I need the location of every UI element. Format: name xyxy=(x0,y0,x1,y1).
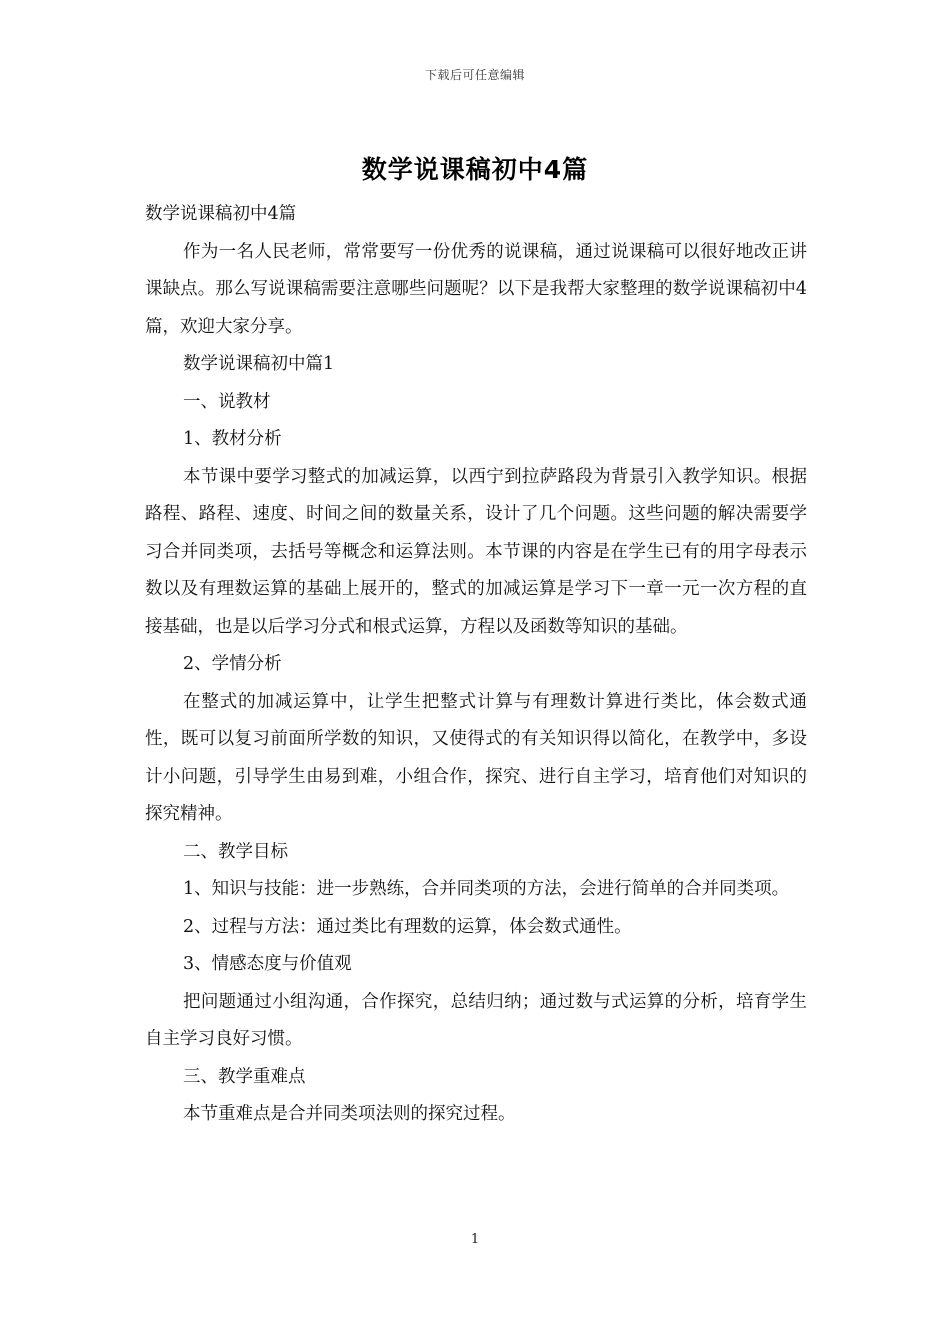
student-analysis-paragraph: 在整式的加减运算中，让学生把整式计算与有理数计算进行类比，体会数式通性，既可以复习前面所学数的知识，又使得式的有关知识得以简化，在教学中，多设计小问题，引导学生由易到难，小组合作，探究、进行自主学习，培育他们对知识的探究精神。 xyxy=(145,691,807,824)
subheading-textbook-analysis: 1、教材分析 xyxy=(183,429,282,449)
document-title: 数学说课稿初中4篇 xyxy=(361,155,589,184)
goal-process-method: 2、过程与方法：通过类比有理数的运算，体会数式通性。 xyxy=(183,916,632,937)
intro-paragraph: 作为一名人民老师，常常要写一份优秀的说课稿，通过说课稿可以很好地改正讲课缺点。那么写说课稿需要注意哪些问题呢？以下是我帮大家整理的数学说课稿初中4篇，欢迎大家分享。 xyxy=(145,241,807,337)
section-heading-textbook: 一、说教材 xyxy=(183,391,271,412)
section-heading-key-points: 三、教学重难点 xyxy=(183,1066,306,1087)
goal-knowledge-skills: 1、知识与技能：进一步熟练，合并同类项的方法，会进行简单的合并同类项。 xyxy=(183,879,790,899)
key-points-paragraph: 本节重难点是合并同类项法则的探究过程。 xyxy=(183,1104,516,1124)
header-note: 下载后可任意编辑 xyxy=(424,68,525,82)
subtitle-line: 数学说课稿初中4篇 xyxy=(145,204,297,224)
goal-attitude-heading: 3、情感态度与价值观 xyxy=(183,954,352,974)
section-heading-part1: 数学说课稿初中篇1 xyxy=(183,354,335,374)
section-heading-goals: 二、教学目标 xyxy=(183,841,288,862)
page-number: 1 xyxy=(470,1232,480,1247)
textbook-analysis-paragraph: 本节课中要学习整式的加减运算，以西宁到拉萨路段为背景引入教学知识。根据路程、路程、速度、时间之间的数量关系，设计了几个问题。这些问题的解决需要学习合并同类项，去括号等概念和运算法则。本节课的内容是在学生已有的用字母表示数以及有理数运算的基础上展开的，整式的加减运算是学习下一章一元一次方程的直接基础，也是以后学习分式和根式运算，方程以及函数等知识的基础。 xyxy=(145,466,807,637)
document-body xyxy=(145,196,807,1134)
subheading-student-analysis: 2、学情分析 xyxy=(183,654,282,674)
goal-attitude-paragraph: 把问题通过小组沟通，合作探究，总结归纳；通过数与式运算的分析，培育学生自主学习良好习惯。 xyxy=(145,991,807,1049)
